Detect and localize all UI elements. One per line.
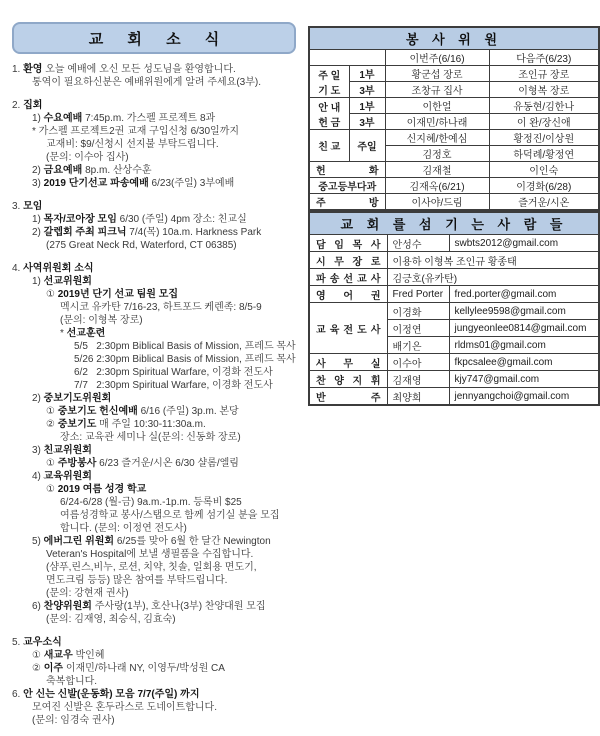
news-line bbox=[12, 613, 296, 626]
news-text: 5/5 2:30pm Biblical Basis of Mission, 프레드 목사 bbox=[74, 341, 296, 352]
news-line bbox=[12, 649, 296, 662]
news-text-bold: 집회 bbox=[23, 100, 43, 111]
flowers-this: 김재철 bbox=[385, 162, 489, 178]
education-minister-3-name: 배기은 bbox=[387, 337, 449, 354]
missionary-name: 김긍호(유카탄) bbox=[387, 269, 599, 286]
news-text: 7/7 2:30pm Spiritual Warfare, 이경화 전도사 bbox=[74, 380, 273, 391]
volunteer-corner-cell bbox=[309, 50, 385, 66]
news-text-bold: 교우소식 bbox=[23, 637, 62, 648]
news-line bbox=[12, 340, 296, 353]
usher-part1-label: 1부 bbox=[349, 98, 385, 114]
news-line bbox=[12, 509, 296, 522]
news-line bbox=[12, 213, 296, 226]
usher-part3-next: 이 완/장신애 bbox=[489, 114, 599, 130]
news-text: 2. bbox=[12, 100, 24, 111]
news-line bbox=[12, 366, 296, 379]
news-line bbox=[12, 112, 296, 125]
choir-conductor-email: kjy747@gmail.com bbox=[449, 371, 599, 388]
news-text: 6. bbox=[12, 689, 24, 700]
news-line bbox=[12, 76, 296, 89]
row-label-kitchen: 주 방 bbox=[309, 194, 385, 211]
news-line bbox=[12, 164, 296, 177]
row-label-senior-pastor: 담 임 목 사 bbox=[309, 235, 387, 252]
news-text: 이재민/하나래 NY, 이영두/박성원 CA bbox=[63, 663, 225, 674]
news-line bbox=[12, 288, 296, 301]
news-text: ① bbox=[46, 458, 58, 469]
news-text-bold: 중보기도위원회 bbox=[43, 393, 112, 404]
col-header-this-week: 이번주(6/16) bbox=[385, 50, 489, 66]
education-minister-1-email: kellylee9598@gmail.com bbox=[449, 303, 599, 320]
flowers-next: 이인숙 bbox=[489, 162, 599, 178]
news-line bbox=[12, 353, 296, 366]
news-line bbox=[12, 662, 296, 675]
servants-table bbox=[308, 211, 600, 406]
news-text: * bbox=[60, 328, 67, 339]
news-text: 축복합니다. bbox=[46, 676, 98, 687]
news-line bbox=[12, 379, 296, 392]
row-label-office: 사 무 실 bbox=[309, 354, 387, 371]
news-text: 3) bbox=[32, 178, 44, 189]
news-line bbox=[12, 239, 296, 252]
news-line bbox=[12, 522, 296, 535]
news-text: 장소: 교육관 세미나 실(문의: 신동화 장로) bbox=[60, 432, 241, 443]
news-text-bold: 갈렙회 주최 피크닉 bbox=[43, 227, 127, 238]
row-label-flowers: 헌 화 bbox=[309, 162, 385, 178]
news-text: 6/2 2:30pm Spiritual Warfare, 이경화 전도사 bbox=[74, 367, 273, 378]
accompanist-name: 최양희 bbox=[387, 388, 449, 406]
accompanist-email: jennyangchoi@gmail.com bbox=[449, 388, 599, 406]
row-label-fellowship: 친 교 bbox=[309, 130, 349, 162]
news-text-bold: 찬양위원회 bbox=[43, 601, 92, 612]
news-text: * 가스펠 프로젝트2권 교재 구입신청 6/30일까지 bbox=[32, 126, 240, 137]
news-line bbox=[12, 418, 296, 431]
news-text-bold: 2019 여름 성경 학교 bbox=[57, 484, 147, 495]
news-line bbox=[12, 561, 296, 574]
prayer-part3-next: 이형복 장로 bbox=[489, 82, 599, 98]
prayer-part1-this: 황군섭 장로 bbox=[385, 66, 489, 82]
news-text: ② bbox=[46, 419, 58, 430]
news-line bbox=[12, 675, 296, 688]
news-text: ① bbox=[46, 289, 58, 300]
news-text: 멕시코 유카탄 7/16-23, 하트포드 케렌족: 8/5-9 bbox=[60, 302, 262, 313]
news-line bbox=[12, 636, 296, 649]
news-text: 8p.m. 산상수훈 bbox=[82, 165, 152, 176]
prayer-part3-label: 3부 bbox=[349, 82, 385, 98]
choir-conductor-name: 김재영 bbox=[387, 371, 449, 388]
news-text-bold: 에버그린 위원회 bbox=[43, 536, 115, 547]
youth-snacks-next: 이경화(6/28) bbox=[489, 178, 599, 194]
news-line bbox=[12, 327, 296, 340]
english-ministry-name: Fred Porter bbox=[387, 286, 449, 303]
kitchen-this: 이사야/드림 bbox=[385, 194, 489, 211]
news-text: 합니다. (문의: 이정연 전도사) bbox=[60, 523, 187, 534]
news-text-bold: 수요예배 bbox=[43, 113, 83, 124]
news-text: 5. bbox=[12, 637, 24, 648]
elders-names: 이용하 이형복 조인규 황종태 bbox=[387, 252, 599, 269]
office-name: 이수아 bbox=[387, 354, 449, 371]
senior-pastor-email: swbts2012@gmail.com bbox=[449, 235, 599, 252]
news-line bbox=[12, 587, 296, 600]
news-text: (문의: 강현재 권사) bbox=[46, 588, 129, 599]
news-text: 2) bbox=[32, 165, 44, 176]
news-text: 2) bbox=[32, 227, 44, 238]
news-line bbox=[12, 714, 296, 727]
news-text: 통역이 필요하신분은 예배위원에게 알려 주세요(3부). bbox=[32, 77, 261, 88]
news-text: 면도크림 등등) 많은 참여를 부탁드립니다. bbox=[46, 575, 228, 586]
news-line bbox=[12, 431, 296, 444]
news-column bbox=[12, 22, 296, 727]
usher-part3-this: 이재민/하나래 bbox=[385, 114, 489, 130]
usher-part1-next: 유동현/김한나 bbox=[489, 98, 599, 114]
news-text: 4) bbox=[32, 471, 44, 482]
news-text-bold: 중보기도 bbox=[57, 419, 97, 430]
row-label-sunday-prayer bbox=[309, 66, 349, 98]
news-list bbox=[12, 63, 296, 727]
office-email: fkpcsalee@gmail.com bbox=[449, 354, 599, 371]
news-text: 4. bbox=[12, 263, 24, 274]
news-text: ① bbox=[32, 650, 44, 661]
row-label-accompanist: 반 주 bbox=[309, 388, 387, 406]
news-text: (문의: 이수아 집사) bbox=[46, 152, 129, 163]
news-text-bold: 모임 bbox=[23, 201, 43, 212]
news-text-bold: 이주 bbox=[43, 663, 64, 674]
fellowship-this-2: 김정호 bbox=[385, 146, 489, 162]
usher-part1-this: 이한얼 bbox=[385, 98, 489, 114]
col-header-next-week: 다음주(6/23) bbox=[489, 50, 599, 66]
news-text: 1) bbox=[32, 276, 44, 287]
news-text-bold: 선교훈련 bbox=[66, 328, 106, 339]
news-line bbox=[12, 392, 296, 405]
row-label-missionary: 파 송 선 교 사 bbox=[309, 269, 387, 286]
usher-part3-label: 3부 bbox=[349, 114, 385, 130]
fellowship-next-2: 하덕례/황정연 bbox=[489, 146, 599, 162]
prayer-part3-this: 조창규 집사 bbox=[385, 82, 489, 98]
news-line bbox=[12, 405, 296, 418]
kitchen-next: 즐거운/시온 bbox=[489, 194, 599, 211]
news-line bbox=[12, 548, 296, 561]
fellowship-sub-label: 주일 bbox=[349, 130, 385, 162]
news-line bbox=[12, 301, 296, 314]
news-line bbox=[12, 600, 296, 613]
news-text: Veteran's Hospital에 보낼 생필품을 수집합니다. bbox=[46, 549, 254, 560]
education-minister-1-name: 이경화 bbox=[387, 303, 449, 320]
youth-snacks-this: 김재옥(6/21) bbox=[385, 178, 489, 194]
row-label-usher-offering bbox=[309, 98, 349, 130]
row-label-english-ministry: 영 어 권 bbox=[309, 286, 387, 303]
prayer-part1-next: 조인규 장로 bbox=[489, 66, 599, 82]
news-text: 6/24-6/28 (월-금) 9a.m.-1p.m. 등록비 $25 bbox=[60, 497, 242, 508]
usher-label-line1: 안 내 bbox=[318, 102, 341, 114]
prayer-label-line1: 주 일 bbox=[318, 70, 341, 82]
news-text-bold: 목자/코아장 모임 bbox=[43, 214, 117, 225]
news-text: 오늘 예배에 오신 모든 성도님을 환영합니다. bbox=[42, 64, 236, 75]
news-gap bbox=[12, 626, 296, 636]
news-text: 6/23(주일) 3부예배 bbox=[148, 178, 235, 189]
news-text: (샴푸,린스,비누, 로션, 치약, 칫솔, 일회용 면도기, bbox=[46, 562, 257, 573]
news-line bbox=[12, 574, 296, 587]
news-text: 5/26 2:30pm Biblical Basis of Mission, 프레드 목사 bbox=[74, 354, 296, 365]
news-text: 7/4(목) 10a.m. Harkness Park bbox=[126, 227, 262, 238]
row-label-education-ministers: 교 육 전 도 사 bbox=[309, 303, 387, 354]
news-text-bold: 주방봉사 bbox=[57, 458, 97, 469]
news-line bbox=[12, 275, 296, 288]
news-text: 6/23 즐거운/시온 6/30 샬롬/엘림 bbox=[96, 458, 239, 469]
news-line bbox=[12, 496, 296, 509]
news-line bbox=[12, 63, 296, 76]
news-text-bold: 친교위원회 bbox=[43, 445, 92, 456]
row-label-elders: 시 무 장 로 bbox=[309, 252, 387, 269]
news-text: (문의: 이형복 장로) bbox=[60, 315, 143, 326]
servants-table-title: 교 회 를 섬 기 는 사 람 들 bbox=[309, 212, 599, 235]
senior-pastor-name: 안성수 bbox=[387, 235, 449, 252]
news-gap bbox=[12, 252, 296, 262]
news-text-bold: 환영 bbox=[23, 64, 43, 75]
news-line bbox=[12, 457, 296, 470]
row-label-youth-snacks: 중고등부다과 bbox=[309, 178, 385, 194]
news-text: (문의: 김재영, 최승식, 김효숙) bbox=[46, 614, 176, 625]
news-line bbox=[12, 701, 296, 714]
news-text-bold: 새교우 bbox=[43, 650, 73, 661]
news-text: 2) bbox=[32, 393, 44, 404]
news-text: 7:45p.m. 가스펠 프로젝트 8과 bbox=[82, 113, 216, 124]
news-line bbox=[12, 177, 296, 190]
volunteer-table-title: 봉 사 위 원 bbox=[309, 27, 599, 50]
news-text: 1. bbox=[12, 64, 24, 75]
news-line bbox=[12, 200, 296, 213]
news-text: 여름성경학교 봉사/스탭으로 함께 섬기실 분을 모집 bbox=[60, 510, 280, 521]
news-text: 교재비: $9/신청시 선지불 부탁드립니다. bbox=[46, 139, 219, 150]
english-ministry-email: fred.porter@gmail.com bbox=[449, 286, 599, 303]
news-line bbox=[12, 314, 296, 327]
tables-column bbox=[308, 22, 600, 727]
news-line bbox=[12, 535, 296, 548]
news-text: 5) bbox=[32, 536, 44, 547]
news-line bbox=[12, 688, 296, 701]
news-text: 모여진 신발은 혼두라스로 도네이트합니다. bbox=[32, 702, 217, 713]
news-text: ② bbox=[32, 663, 44, 674]
news-text-bold: 선교위원회 bbox=[43, 276, 92, 287]
news-text: 1) bbox=[32, 113, 44, 124]
news-text: 매 주일 10:30-11:30a.m. bbox=[96, 419, 206, 430]
news-text: (275 Great Neck Rd, Waterford, CT 06385) bbox=[46, 240, 237, 251]
news-text-bold: 교육위원회 bbox=[43, 471, 92, 482]
prayer-label-line2: 기 도 bbox=[318, 85, 341, 97]
education-minister-2-email: jungyeonlee0814@gmail.com bbox=[449, 320, 599, 337]
news-line bbox=[12, 151, 296, 164]
news-text-bold: 안 신는 신발(운동화) 모음 7/7(주일) 까지 bbox=[23, 689, 200, 700]
education-minister-2-name: 이정연 bbox=[387, 320, 449, 337]
news-text: (문의: 임경숙 권사) bbox=[32, 715, 115, 726]
news-text-bold: 2019 단기선교 파송예배 bbox=[43, 178, 149, 189]
news-line bbox=[12, 470, 296, 483]
fellowship-next-1: 황정진/이상원 bbox=[489, 130, 599, 146]
news-text-bold: 중보기도 헌신예배 bbox=[57, 406, 138, 417]
news-text-bold: 2019년 단기 선교 팀원 모집 bbox=[57, 289, 179, 300]
news-line bbox=[12, 138, 296, 151]
news-text: 1) bbox=[32, 214, 44, 225]
news-text: 3. bbox=[12, 201, 24, 212]
news-line bbox=[12, 125, 296, 138]
news-line bbox=[12, 262, 296, 275]
news-text: 6/16 (주일) 3p.m. 본당 bbox=[137, 406, 239, 417]
news-text: 3) bbox=[32, 445, 44, 456]
news-line bbox=[12, 226, 296, 239]
news-text: ① bbox=[46, 484, 58, 495]
news-gap bbox=[12, 89, 296, 99]
education-minister-3-email: rldms01@gmail.com bbox=[449, 337, 599, 354]
fellowship-this-1: 신지혜/한예심 bbox=[385, 130, 489, 146]
page-title: 교 회 소 식 bbox=[12, 22, 296, 54]
news-gap bbox=[12, 190, 296, 200]
news-text: 박인혜 bbox=[72, 650, 105, 661]
news-text: ① bbox=[46, 406, 58, 417]
news-line bbox=[12, 483, 296, 496]
volunteer-table bbox=[308, 26, 600, 211]
prayer-part1-label: 1부 bbox=[349, 66, 385, 82]
row-label-choir-conductor: 찬 양 지 휘 bbox=[309, 371, 387, 388]
news-text-bold: 사역위원회 소식 bbox=[23, 263, 94, 274]
news-text-bold: 금요예배 bbox=[43, 165, 83, 176]
news-line bbox=[12, 444, 296, 457]
usher-label-line2: 헌 금 bbox=[318, 117, 341, 129]
news-text: 6) bbox=[32, 601, 44, 612]
news-text: 6/30 (주일) 4pm 장소: 친교실 bbox=[116, 214, 247, 225]
news-text: 주사랑(1부), 호산나(3부) 찬양대원 모집 bbox=[91, 601, 266, 612]
news-line bbox=[12, 99, 296, 112]
news-text: 6/25를 맞아 6월 한 달간 Newington bbox=[114, 536, 271, 547]
